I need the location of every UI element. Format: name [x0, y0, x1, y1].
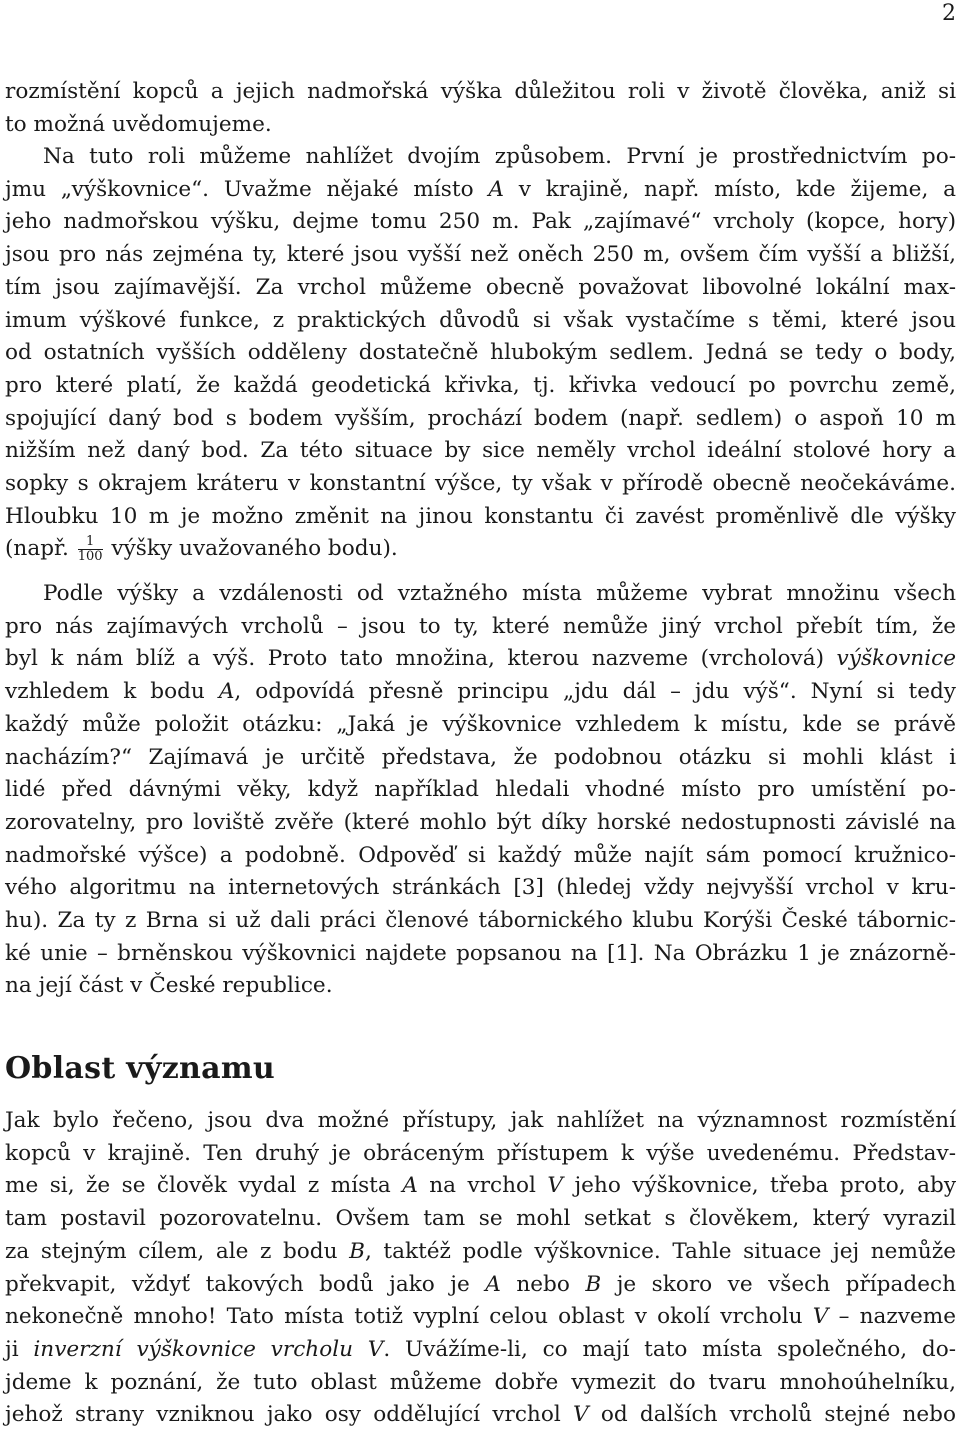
term-inverzni-vyskovnice: inverzní výškovnice vrcholu V	[33, 1336, 384, 1362]
paragraph-intro-continued	[5, 76, 956, 141]
text-line: tam postavil pozorovatelnu. Ovšem tam se mohl setkat s člověkem, který vyrazil	[5, 1206, 956, 1232]
text-line: Jak bylo řečeno, jsou dva možné přístupy, jak nahlížet na významnost rozmístění	[5, 1108, 956, 1133]
text-line: ké unie – brněnskou výškovnici najdete popsanou na [1]. Na Obrázku 1 je znázorně-	[5, 940, 956, 966]
text-line: Podle výšky a vzdálenosti od vztažného místa můžeme vybrat množinu všech	[43, 581, 956, 606]
text-line: jsou pro nás zejména ty, které jsou vyšší než oněch 250 m, ovšem čím vyšší a bližší,	[5, 242, 956, 268]
text-line: ji inverzní výškovnice vrcholu V. Uvážíme-li, co mají tato místa společného, do-	[5, 1336, 957, 1362]
text-line: byl k nám blíž a výš. Proto tato množina, kterou nazveme (vrcholová) výškovnice	[5, 646, 956, 672]
text-line: pro které platí, že každá geodetická křivka, tj. křivka vedoucí po povrchu země,	[5, 372, 956, 398]
text-line: jdeme k poznání, že tuto oblast můžeme dobře vymezit do tvaru mnohoúhelníku,	[5, 1369, 956, 1395]
paragraph-oblast-vyznamu	[5, 1105, 956, 1432]
text-line: hu). Za ty z Brna si už dali práci členové tábornického klubu Korýši České tábornic-	[5, 908, 956, 934]
text-line: me si, že se člověk vydal z místa A na vrchol V jeho výškovnice, třeba proto, aby	[5, 1173, 957, 1199]
text-line: (např. $\frac{1}{100}$ výšky uvažovaného bodu).	[5, 533, 398, 564]
text-line: překvapit, vždyť takových bodů jako je A nebo B je skoro ve všech případech	[5, 1271, 956, 1297]
text-line: sopky s okrajem kráteru v konstantní výšce, ty však v přírodě obecně neočekáváme.	[5, 471, 956, 497]
text-line: spojující daný bod s bodem vyšším, prochází bodem (např. sedlem) o aspoň 10 m	[5, 405, 956, 431]
text-line: tím jsou zajímavější. Za vrchol můžeme obecně považovat libovolné lokální max-	[5, 274, 956, 300]
paragraph-vyskovnice-definition	[5, 578, 956, 1003]
text-line: to možná uvědomujeme.	[5, 111, 272, 137]
text-line: nacházím?“ Zajímavá je určitě představa, že podobnou otázku si mohli klást i	[5, 744, 956, 770]
text-line: od ostatních vyšších odděleny dostatečně hlubokým sedlem. Jedná se tedy o body,	[5, 340, 956, 366]
term-vyskovnice: výškovnice	[836, 646, 956, 672]
text-line: Na tuto roli můžeme nahlížet dvojím způsobem. První je prostřednictvím po-	[43, 144, 956, 169]
text-line: kopců v krajině. Ten druhý je obráceným přístupem k výše uvedenému. Představ-	[5, 1140, 956, 1166]
text-line: imum výškové funkce, z praktických důvodů si však vystačíme s těmi, které jsou	[5, 307, 956, 333]
paragraph-vyskovnice-concept	[5, 141, 956, 566]
section-heading: Oblast významu	[5, 1051, 276, 1086]
text-line: každý může položit otázku: „Jaká je výškovnice vzhledem k místu, kde se právě	[5, 711, 956, 737]
fraction: $\frac{1}{100}$	[77, 533, 103, 564]
text-line: jmu „výškovnice“. Uvažme nějaké místo A v krajině, např. místo, kde žijeme, a	[5, 176, 956, 202]
text-line: Hloubku 10 m je možno změnit na jinou konstantu či zavést proměnlivě dle výšky	[5, 503, 956, 529]
text-line: jehož strany vzniknou jako osy oddělující vrchol V od dalších vrcholů stejné nebo	[5, 1402, 956, 1428]
text-line: nekonečně mnoho! Tato místa totiž vyplní celou oblast v okolí vrcholu V – nazveme	[5, 1304, 956, 1330]
text-line: za stejným cílem, ale z bodu B, taktéž podle výškovnice. Tahle situace jej nemůže	[5, 1238, 956, 1264]
text-line: nižším než daný bod. Za této situace by sice neměly vrchol ideální stolové hory a	[5, 438, 956, 464]
page-number: 2	[942, 1, 956, 26]
text-line: zorovatelny, pro loviště zvěře (které mohlo být díky horské nedostupnosti závislé na	[5, 809, 956, 835]
text-line: lidé před dávnými věky, když například hledali vhodné místo pro umístění po-	[5, 777, 956, 803]
text-line: nadmořské výšce) a podobně. Odpověď si každý může najít sám pomocí kružnico-	[5, 842, 956, 868]
text-line: jeho nadmořskou výšku, dejme tomu 250 m. Pak „zajímavé“ vrcholy (kopce, hory)	[5, 209, 956, 235]
text-line: vzhledem k bodu A, odpovídá přesně principu „jdu dál – jdu výš“. Nyní si tedy	[5, 679, 956, 705]
text-line: vého algoritmu na internetových stránkách [3] (hledej vždy nejvyšší vrchol v kru-	[5, 875, 956, 901]
text-line: rozmístění kopců a jejich nadmořská výška důležitou roli v životě člověka, aniž si	[5, 79, 956, 104]
text-line: pro nás zajímavých vrcholů – jsou to ty, které nemůže jiný vrchol přebít tím, že	[5, 613, 956, 639]
text-line: na její část v České republice.	[5, 973, 333, 999]
